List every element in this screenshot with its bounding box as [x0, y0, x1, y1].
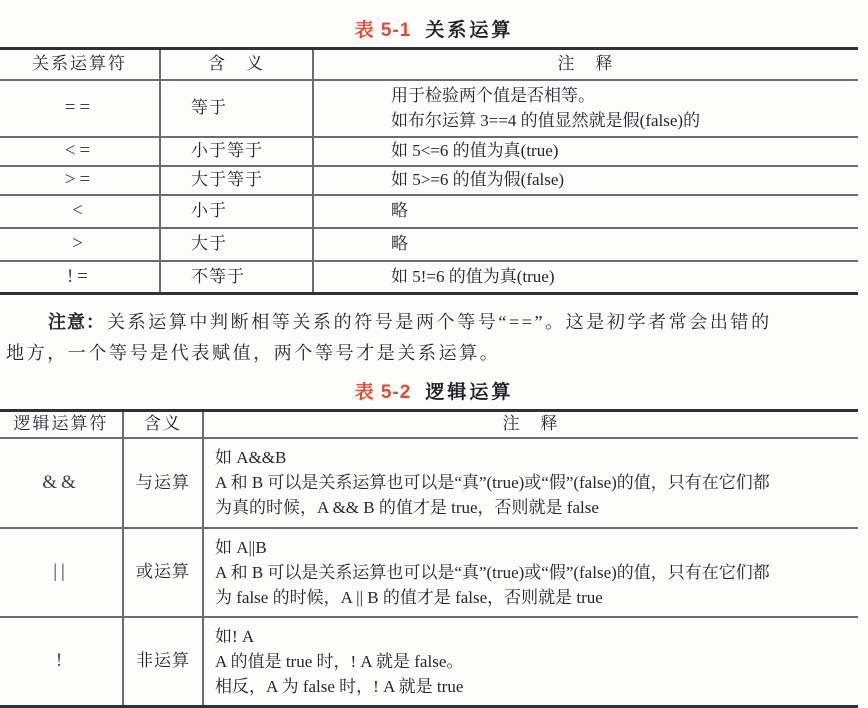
note-label: 注意： — [48, 312, 105, 332]
table2-caption-title: 逻辑运算 — [425, 382, 514, 403]
note-line: 如! A — [215, 626, 255, 646]
note-cell — [313, 80, 858, 137]
note-line: 如 A&&B — [215, 448, 287, 467]
header-meaning: 含义 — [123, 411, 203, 438]
table2-caption — [0, 377, 868, 404]
meaning-cell: 小于 — [160, 195, 313, 228]
table-header-row — [0, 49, 858, 80]
table-row — [0, 228, 858, 261]
meaning-cell: 不等于 — [160, 261, 313, 294]
note-cell: 略 — [391, 234, 408, 253]
operator-cell: || — [0, 528, 123, 617]
header-operator: 关系运算符 — [0, 49, 160, 80]
logical-operators-table — [0, 409, 858, 708]
table-row — [0, 438, 858, 528]
note-line: A 和 B 可以是关系运算也可以是“真”(true)或“假”(false)的值，只有在它们都 — [215, 562, 770, 582]
operator-cell: >= — [0, 166, 160, 195]
note-line: 用于检验两个值是否相等。 — [391, 86, 595, 105]
operator-cell: <= — [0, 137, 160, 166]
note-line: A 的值是 true 时，! A 就是 false。 — [215, 651, 464, 671]
meaning-cell: 非运算 — [123, 617, 203, 707]
meaning-cell: 小于等于 — [160, 137, 313, 166]
header-operator: 逻辑运算符 — [0, 411, 123, 438]
note-paragraph — [0, 307, 868, 369]
note-cell: 略 — [391, 201, 408, 220]
meaning-cell: 大于 — [160, 228, 313, 261]
operator-cell: ! — [0, 617, 123, 707]
table-row — [0, 195, 858, 228]
table-row — [0, 137, 858, 166]
note-cell — [203, 617, 858, 707]
relational-operators-table — [0, 47, 858, 295]
note-paragraph-line2: 地方，一个等号是代表赋值，两个等号才是关系运算。 — [6, 343, 501, 363]
meaning-cell: 与运算 — [123, 438, 203, 528]
note-cell: 如 5!=6 的值为真(true) — [391, 266, 555, 286]
note-cell: 如 5<=6 的值为真(true) — [391, 141, 559, 160]
table2-caption-number: 表 5-2 — [354, 382, 412, 403]
note-line: 相反，A 为 false 时，! A 就是 true — [215, 676, 464, 696]
table-row — [0, 80, 858, 137]
operator-cell: > — [0, 228, 160, 261]
meaning-cell: 大于等于 — [160, 166, 313, 195]
operator-cell: < — [0, 195, 160, 228]
table-row — [0, 261, 858, 294]
table-header-row — [0, 411, 858, 438]
note-text-line1: 关系运算中判断相等关系的符号是两个等号“==”。这是初学者常会出错的 — [107, 312, 772, 332]
table-row — [0, 528, 858, 617]
note-line: 如布尔运算 3==4 的值显然就是假(false)的 — [391, 111, 701, 130]
header-meaning: 含 义 — [160, 49, 313, 80]
table-row — [0, 617, 858, 707]
header-note: 注 释 — [502, 414, 560, 434]
table-row — [0, 166, 858, 195]
note-line: 为真的时候，A && B 的值才是 true，否则就是 false — [215, 498, 599, 517]
note-cell — [203, 528, 858, 617]
note-paragraph-line1 — [0, 307, 868, 338]
note-line: A 和 B 可以是关系运算也可以是“真”(true)或“假”(false)的值，只有在它们都 — [215, 473, 770, 492]
note-line: 为 false 的时候，A || B 的值才是 false，否则就是 true — [215, 587, 603, 607]
table1-caption-number: 表 5-1 — [354, 20, 412, 41]
operator-cell: != — [0, 261, 160, 294]
operator-cell: == — [0, 80, 160, 137]
note-cell — [203, 438, 858, 528]
header-note: 注 释 — [557, 54, 615, 74]
meaning-cell: 或运算 — [123, 528, 203, 617]
meaning-cell: 等于 — [160, 80, 313, 137]
table1-caption-title: 关系运算 — [425, 20, 514, 41]
table1-caption — [0, 0, 868, 42]
note-line: 如 A||B — [215, 537, 267, 557]
note-cell: 如 5>=6 的值为假(false) — [391, 170, 565, 189]
operator-cell: && — [0, 438, 123, 528]
